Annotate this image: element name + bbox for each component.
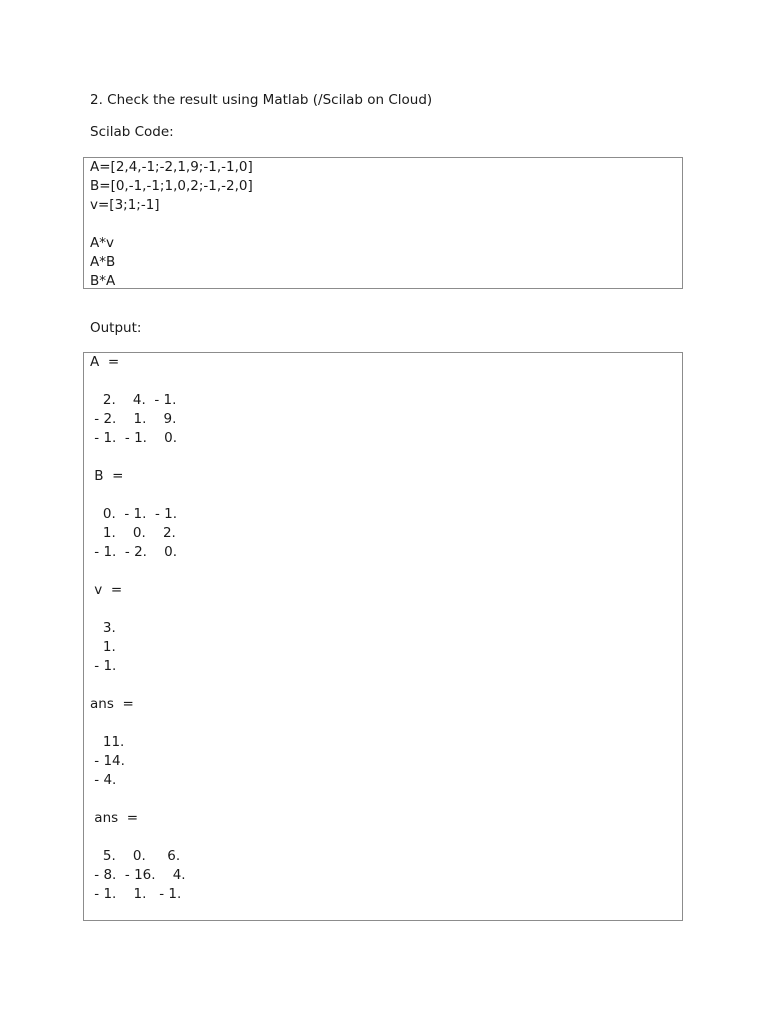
output-line: 11. — [90, 734, 125, 750]
output-line: 2. 4. - 1. — [90, 392, 177, 408]
output-line: B = — [90, 468, 124, 484]
output-line: - 14. — [90, 753, 125, 769]
output-line: v = — [90, 582, 123, 598]
output-line: 3. — [90, 620, 116, 636]
output-line: - 2. 1. 9. — [90, 411, 177, 427]
output-line: A = — [90, 354, 120, 370]
output-line: - 1. — [90, 658, 117, 674]
code-line: A=[2,4,-1;-2,1,9;-1,-1,0] — [90, 159, 253, 175]
output-label: Output: — [90, 320, 142, 336]
output-line: - 8. - 16. 4. — [90, 867, 186, 883]
output-line: 5. 0. 6. — [90, 848, 181, 864]
output-line: ans = — [90, 810, 139, 826]
output-line: - 1. - 1. 0. — [90, 430, 178, 446]
code-line: A*B — [90, 254, 116, 270]
output-line: ans = — [90, 696, 134, 712]
code-line: v=[3;1;-1] — [90, 197, 160, 213]
code-line: A*v — [90, 235, 114, 251]
code-line: B=[0,-1,-1;1,0,2;-1,-2,0] — [90, 178, 253, 194]
output-block — [83, 352, 683, 921]
code-block — [83, 157, 683, 289]
output-line: - 1. - 2. 0. — [90, 544, 178, 560]
output-line: 1. — [90, 639, 116, 655]
output-line: - 4. — [90, 772, 117, 788]
output-line: - 1. 1. - 1. — [90, 886, 182, 902]
output-line: 1. 0. 2. — [90, 525, 176, 541]
code-line: B*A — [90, 273, 116, 289]
code-label: Scilab Code: — [90, 124, 174, 140]
output-line: 0. - 1. - 1. — [90, 506, 178, 522]
section-heading: 2. Check the result using Matlab (/Scilab on Cloud) — [90, 92, 433, 108]
